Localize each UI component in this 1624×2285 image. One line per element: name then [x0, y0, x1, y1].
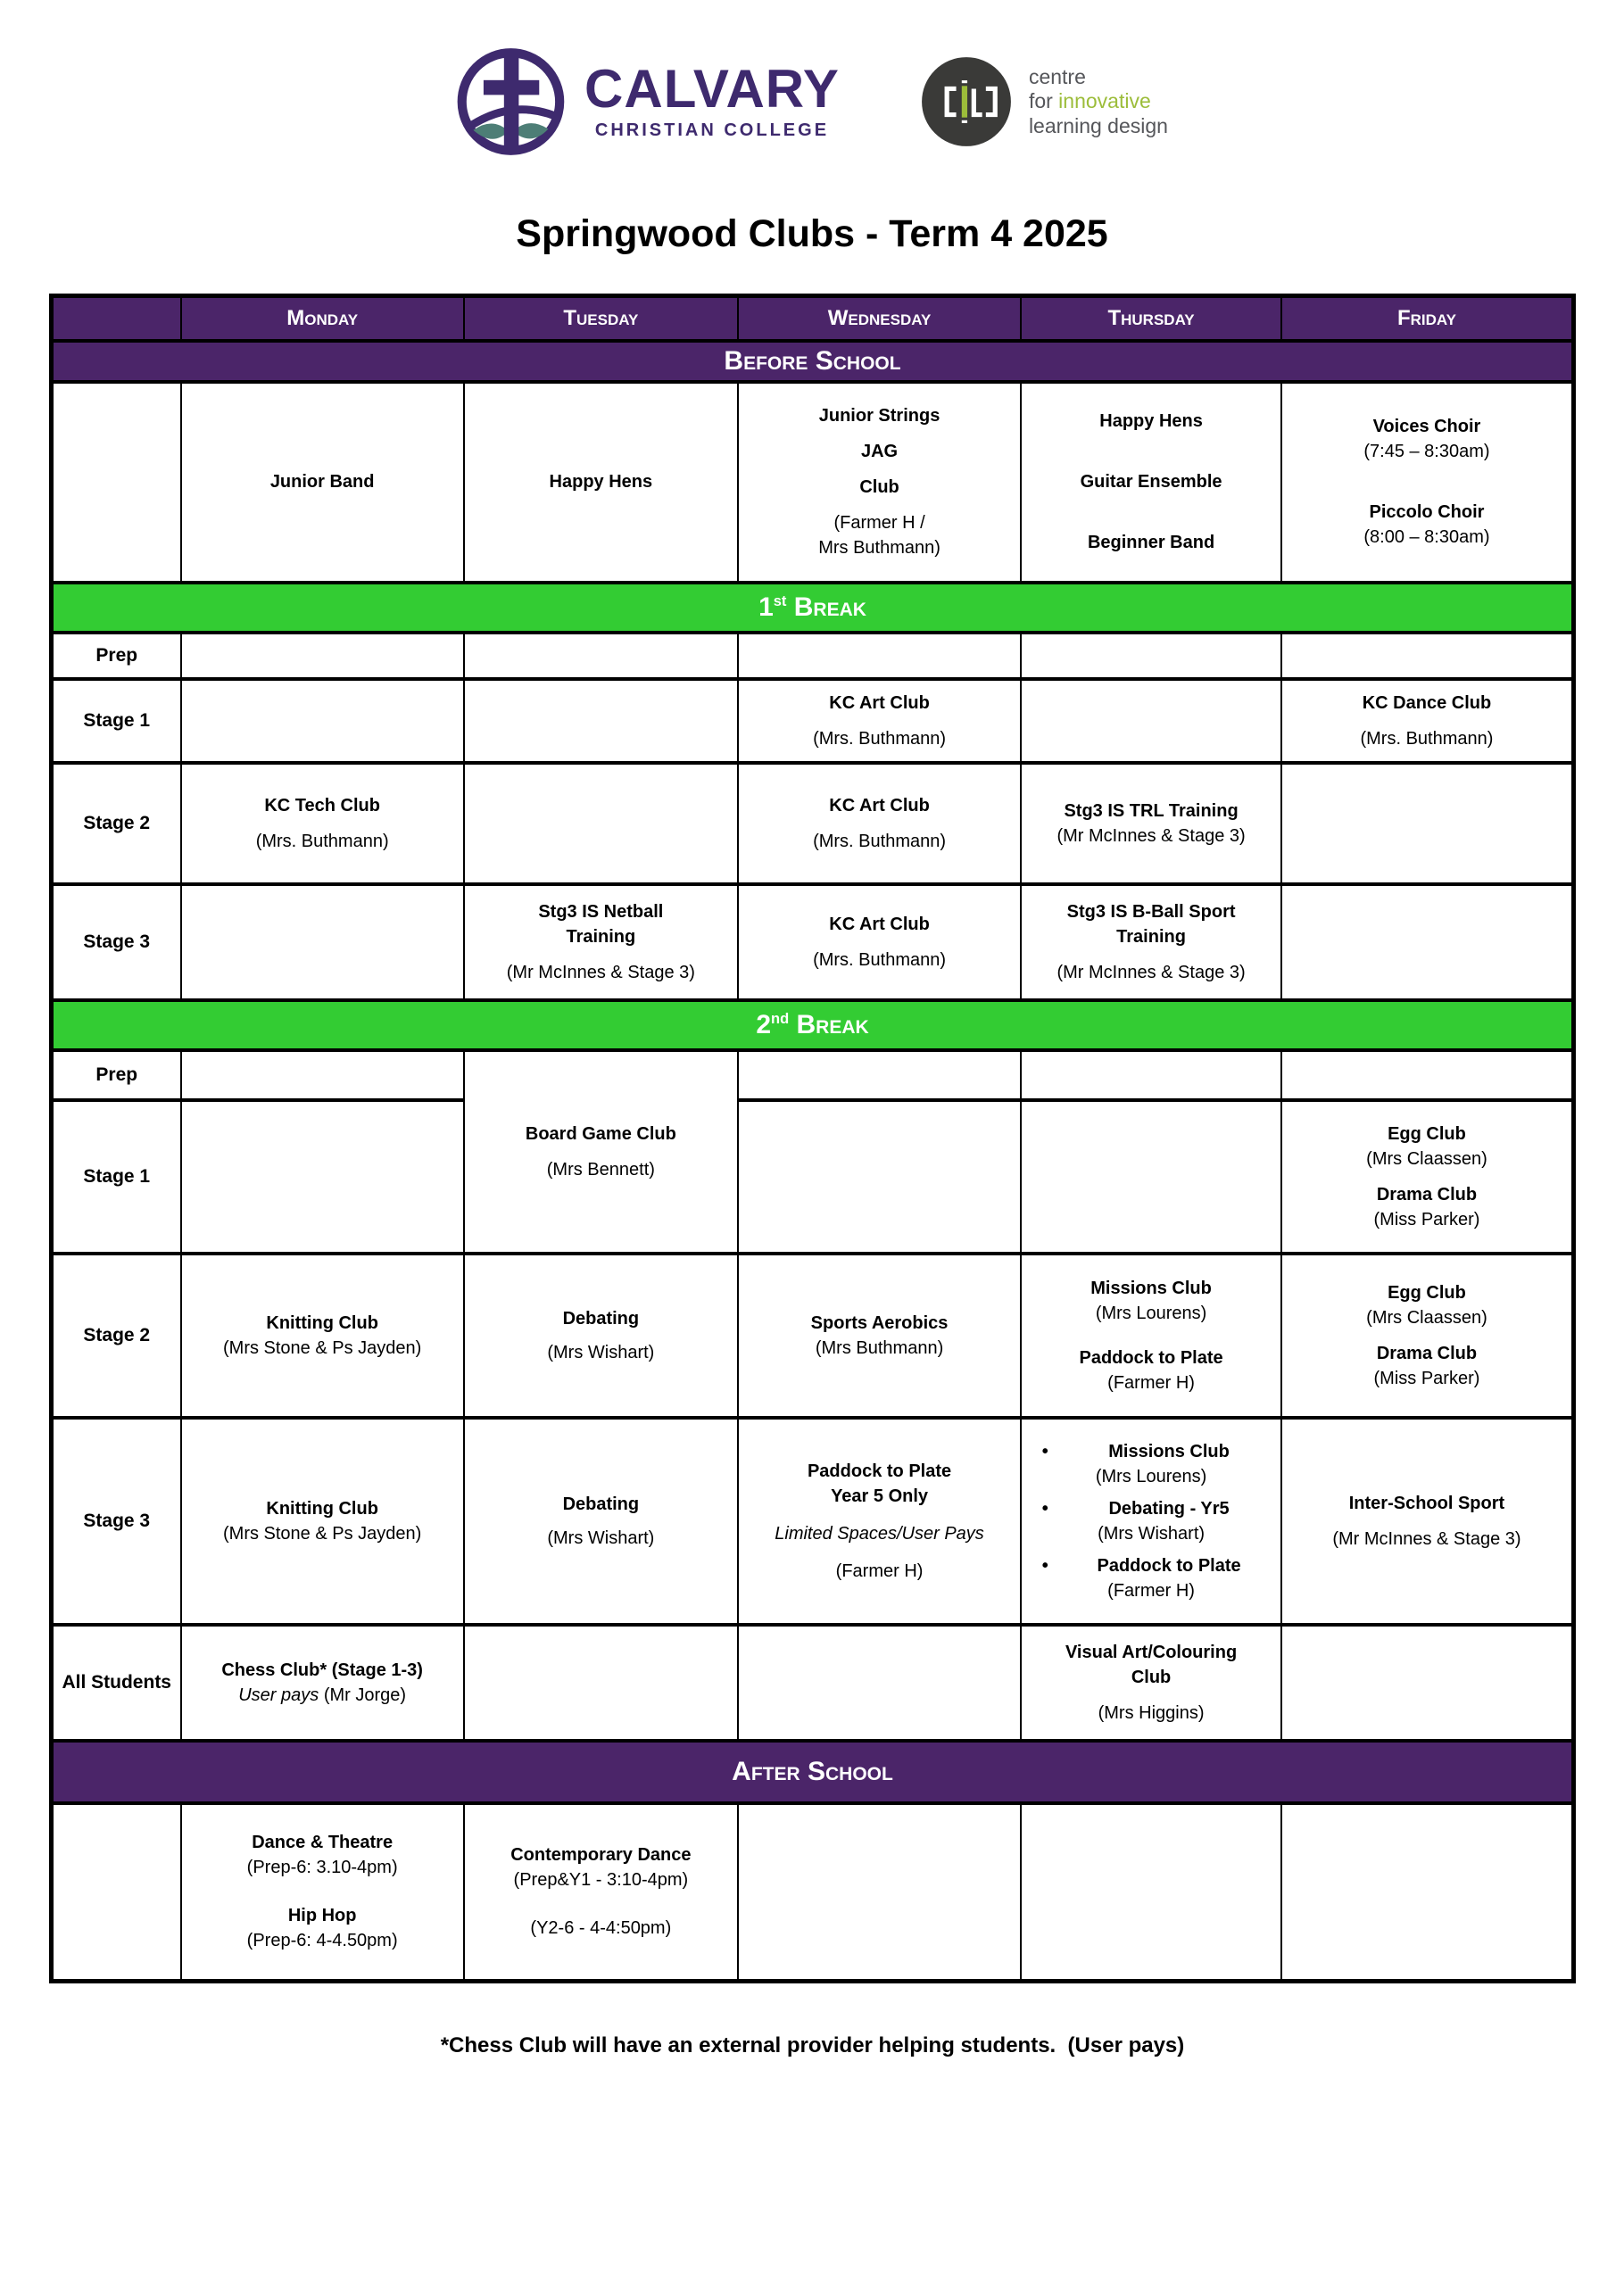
cell-line: [1027, 1554, 1275, 1577]
cell-line: [187, 1684, 458, 1707]
banner-after-school: After School: [52, 1741, 1574, 1803]
banner-row: [52, 1741, 1574, 1803]
cell-stage-2-monday: [181, 763, 464, 884]
banner-before-school: Before School: [52, 341, 1574, 382]
cell-stage-2-friday: [1281, 763, 1574, 884]
cell-line: Stg3 IS Netball: [538, 901, 664, 922]
cell-line: (Prep-6: 4-4.50pm): [246, 1931, 398, 1951]
calvary-logo-text: [584, 59, 840, 141]
cell-line: Club: [1131, 1667, 1172, 1687]
cell-line: Debating: [562, 1494, 640, 1514]
day-header-monday: Monday: [181, 296, 464, 341]
cell-line: Visual Art/Colouring: [1065, 1642, 1238, 1662]
row-label-prep: Prep: [52, 1050, 181, 1100]
banner-break: 2nd Break: [52, 1000, 1574, 1050]
row-label-prep: Prep: [52, 633, 181, 679]
cell-line: JAG: [860, 442, 899, 461]
cell-prep-friday: [1281, 633, 1574, 679]
cell-stage-3-thursday: [1021, 884, 1281, 1000]
cell-line: Chess Club* (Stage 1-3): [221, 1660, 423, 1680]
bullet-icon: •: [1041, 1498, 1048, 1519]
cell-line: (Mrs Higgins): [1098, 1702, 1205, 1723]
row-label-stage-2: Stage 2: [52, 763, 181, 884]
cell-line: Paddock to Plate: [1079, 1347, 1223, 1368]
cell-prep-wednesday: [738, 633, 1021, 679]
cell-line: (Mrs. Buthmann): [813, 728, 947, 749]
cell-stage-3-wednesday: [738, 884, 1021, 1000]
cell-row-monday: [181, 382, 464, 583]
cell-line: (Farmer H): [835, 1561, 924, 1581]
cell-line: (Mrs Lourens): [1095, 1466, 1207, 1486]
row-label-row: [52, 1803, 181, 1982]
cell-line: Club: [859, 477, 899, 497]
cell-stage-1-wednesday: [738, 1100, 1021, 1254]
cell-row-friday: [1281, 382, 1574, 583]
cell-row-thursday: [1021, 1803, 1281, 1982]
cell-line: (7:45 – 8:30am): [1363, 442, 1490, 461]
cell-stage-3-friday: [1281, 884, 1574, 1000]
calvary-logo: [456, 39, 840, 164]
cell-row-wednesday: [738, 1803, 1021, 1982]
cell-line: (Mr McInnes & Stage 3): [506, 962, 695, 982]
cell-row-tuesday: [464, 1803, 738, 1982]
day-header-wednesday: Wednesday: [738, 296, 1021, 341]
cell-line: KC Tech Club: [264, 795, 380, 815]
cell-line: (Miss Parker): [1373, 1368, 1480, 1388]
table-row: [52, 884, 1574, 1000]
cild-line3: learning design: [1028, 113, 1168, 137]
cell-line: (Prep-6: 3.10-4pm): [246, 1858, 398, 1878]
cell-stage-1-friday: [1281, 1100, 1574, 1254]
cell-prep-monday: [181, 1050, 464, 1100]
table-row: [52, 679, 1574, 763]
cell-line: Guitar Ensemble: [1080, 472, 1222, 492]
cell-line: (Prep&Y1 - 3:10-4pm): [513, 1870, 689, 1891]
cell-stage-2-friday: [1281, 1254, 1574, 1418]
cell-line: Training: [566, 926, 636, 947]
table-row: [52, 1100, 1574, 1254]
cell-line: KC Art Club: [829, 692, 930, 713]
cell-line: (Mr McInnes & Stage 3): [1332, 1528, 1521, 1549]
cell-row-friday: [1281, 1803, 1574, 1982]
cild-line2: for innovative: [1028, 89, 1151, 113]
cell-line: (Mrs Bennett): [546, 1159, 655, 1180]
cild-logo-text: [1029, 65, 1168, 137]
cell-stage-2-thursday: [1021, 1254, 1281, 1418]
row-label-all-students: All Students: [52, 1625, 181, 1741]
cell-stage-1-wednesday: [738, 679, 1021, 763]
row-label-stage-1: Stage 1: [52, 1100, 181, 1254]
cell-line: Piccolo Choir: [1369, 502, 1485, 522]
cell-all-students-tuesday: [464, 1625, 738, 1741]
cell-line: (8:00 – 8:30am): [1363, 527, 1490, 547]
cell-stage-2-tuesday: [464, 763, 738, 884]
cell-prep-friday: [1281, 1050, 1574, 1100]
cell-line: (Mr McInnes & Stage 3): [1056, 825, 1246, 846]
cell-line: Knitting Club: [266, 1312, 378, 1333]
day-header-tuesday: Tuesday: [464, 296, 738, 341]
cell-all-students-monday: [181, 1625, 464, 1741]
cell-prep-tuesday: [464, 1050, 738, 1254]
cell-line: Dance & Theatre: [252, 1833, 394, 1853]
cell-line: Egg Club: [1388, 1282, 1466, 1303]
cell-stage-2-tuesday: [464, 1254, 738, 1418]
cild-logo-icon: [920, 55, 1013, 148]
cell-line: Limited Spaces/User Pays: [775, 1523, 984, 1544]
cell-line: [1027, 1497, 1275, 1520]
table-row: [52, 1625, 1574, 1741]
cell-line: Junior Strings: [818, 406, 940, 426]
page-title: Springwood Clubs - Term 4 2025: [516, 212, 1108, 255]
table-row: [52, 1418, 1574, 1625]
cell-line: (Mrs. Buthmann): [813, 831, 947, 851]
cell-line: Happy Hens: [549, 472, 653, 492]
bullet-icon: •: [1041, 1441, 1048, 1461]
cell-prep-tuesday: [464, 633, 738, 679]
cell-line: (Mrs Wishart): [547, 1527, 655, 1548]
cell-line-segment: (Mr Jorge): [323, 1685, 407, 1705]
cell-line: (Mrs Lourens): [1095, 1303, 1207, 1323]
cell-line: (Mrs. Buthmann): [1360, 728, 1494, 749]
cell-line: Happy Hens: [1099, 411, 1203, 431]
cell-stage-2-wednesday: [738, 763, 1021, 884]
cell-stage-3-tuesday: [464, 1418, 738, 1625]
cell-line: Inter-School Sport: [1348, 1493, 1505, 1513]
cell-stage-2-wednesday: [738, 1254, 1021, 1418]
cell-line: Voices Choir: [1372, 417, 1481, 436]
cell-stage-1-thursday: [1021, 679, 1281, 763]
cell-prep-wednesday: [738, 1050, 1021, 1100]
cell-line-text: Missions Club: [1108, 1441, 1230, 1461]
bullet-icon: •: [1041, 1555, 1048, 1576]
row-label-row: [52, 382, 181, 583]
cell-line: (Y2-6 - 4-4:50pm): [530, 1918, 672, 1939]
row-label-stage-1: Stage 1: [52, 679, 181, 763]
banner-row: [52, 341, 1574, 382]
cell-line: Drama Club: [1376, 1184, 1478, 1205]
cell-line-text: Paddock to Plate: [1097, 1555, 1241, 1576]
cell-line: Hip Hop: [287, 1906, 357, 1926]
cell-line: KC Art Club: [829, 914, 930, 934]
cell-line: KC Dance Club: [1362, 692, 1492, 713]
cell-prep-monday: [181, 633, 464, 679]
cell-line: (Farmer H /: [833, 513, 925, 533]
cell-line: Board Game Club: [525, 1123, 676, 1144]
calvary-logo-subtitle: CHRISTIAN COLLEGE: [594, 120, 830, 140]
cell-line: (Mrs Stone & Ps Jayden): [223, 1523, 422, 1544]
cell-prep-thursday: [1021, 633, 1281, 679]
cell-stage-2-thursday: [1021, 763, 1281, 884]
banner-break: 1st Break: [52, 583, 1574, 633]
cell-line: Sports Aerobics: [810, 1312, 949, 1333]
cild-green-bar: [962, 86, 967, 117]
cell-line: Stg3 IS TRL Training: [1064, 800, 1239, 821]
cell-row-wednesday: [738, 382, 1021, 583]
cell-row-thursday: [1021, 382, 1281, 583]
cell-stage-3-monday: [181, 884, 464, 1000]
cell-line: Egg Club: [1388, 1123, 1466, 1144]
table-row: [52, 382, 1574, 583]
cell-line: KC Art Club: [829, 795, 930, 815]
table-row: [52, 633, 1574, 679]
cell-line-text: Debating - Yr5: [1108, 1498, 1230, 1519]
cell-line: (Mrs Stone & Ps Jayden): [223, 1337, 422, 1358]
cell-line: Drama Club: [1376, 1343, 1478, 1363]
day-header-thursday: Thursday: [1021, 296, 1281, 341]
cell-line: Beginner Band: [1087, 533, 1215, 552]
table-row: [52, 1050, 1574, 1100]
cell-row-monday: [181, 1803, 464, 1982]
cross-horizontal: [484, 80, 539, 95]
row-label-stage-2: Stage 2: [52, 1254, 181, 1418]
cell-line: Stg3 IS B-Ball Sport: [1066, 901, 1236, 922]
cell-row-tuesday: [464, 382, 738, 583]
cell-stage-1-thursday: [1021, 1100, 1281, 1254]
cell-prep-thursday: [1021, 1050, 1281, 1100]
table-row: [52, 1803, 1574, 1982]
cild-innovative: innovative: [1058, 89, 1151, 113]
cell-line: (Mrs Wishart): [1098, 1523, 1206, 1544]
cell-stage-3-wednesday: [738, 1418, 1021, 1625]
cell-stage-3-friday: [1281, 1418, 1574, 1625]
cell-line: (Mrs Claassen): [1366, 1148, 1487, 1169]
corner-cell: [52, 296, 181, 341]
cell-line: Debating: [562, 1308, 640, 1329]
cell-line: (Mr McInnes & Stage 3): [1056, 962, 1246, 982]
cell-stage-1-tuesday: [464, 679, 738, 763]
calvary-logo-icon: [456, 39, 570, 164]
cell-line: [1027, 1440, 1275, 1463]
calvary-logo-name: CALVARY: [584, 59, 840, 119]
banner-row: [52, 1000, 1574, 1050]
row-label-stage-3: Stage 3: [52, 884, 181, 1000]
footnote: *Chess Club will have an external provider helping students. (User pays): [440, 2033, 1185, 2057]
day-header-friday: Friday: [1281, 296, 1574, 341]
cell-line: (Miss Parker): [1373, 1209, 1480, 1229]
cell-stage-1-monday: [181, 679, 464, 763]
cell-line: Mrs Buthmann): [818, 538, 940, 558]
table-row: [52, 1254, 1574, 1418]
cild-line1: centre: [1028, 65, 1086, 89]
clubs-table-body: [52, 296, 1574, 1982]
clubs-table: [49, 294, 1576, 1983]
cell-line: Contemporary Dance: [510, 1845, 692, 1866]
cell-line: (Mrs Wishart): [547, 1342, 655, 1362]
cell-line: Year 5 Only: [831, 1486, 929, 1506]
cell-line: (Farmer H): [1107, 1372, 1195, 1393]
cell-all-students-thursday: [1021, 1625, 1281, 1741]
table-row: [52, 763, 1574, 884]
cell-all-students-friday: [1281, 1625, 1574, 1741]
cell-line: (Mrs Buthmann): [815, 1337, 944, 1358]
banner-row: [52, 583, 1574, 633]
cell-line: Knitting Club: [266, 1498, 378, 1519]
cell-stage-1-friday: [1281, 679, 1574, 763]
cell-stage-1-monday: [181, 1100, 464, 1254]
cell-line: (Mrs. Buthmann): [255, 831, 389, 851]
cell-line: Paddock to Plate: [807, 1461, 952, 1481]
cell-stage-3-tuesday: [464, 884, 738, 1000]
cell-stage-2-monday: [181, 1254, 464, 1418]
cell-line: (Mrs. Buthmann): [813, 949, 947, 970]
cell-line: Training: [1116, 926, 1186, 947]
cell-line: (Mrs Claassen): [1366, 1307, 1487, 1328]
cell-all-students-wednesday: [738, 1625, 1021, 1741]
cross-vertical: [504, 54, 519, 154]
cell-line: (Farmer H): [1107, 1580, 1195, 1601]
header: [0, 0, 1624, 164]
cild-logo: [920, 55, 1168, 148]
cell-line: Missions Club: [1090, 1278, 1212, 1298]
cell-stage-3-monday: [181, 1418, 464, 1625]
cell-line: Junior Band: [269, 472, 375, 492]
cell-line-segment: User pays: [238, 1685, 324, 1705]
day-header-row: [52, 296, 1574, 341]
row-label-stage-3: Stage 3: [52, 1418, 181, 1625]
cell-stage-3-thursday: [1021, 1418, 1281, 1625]
